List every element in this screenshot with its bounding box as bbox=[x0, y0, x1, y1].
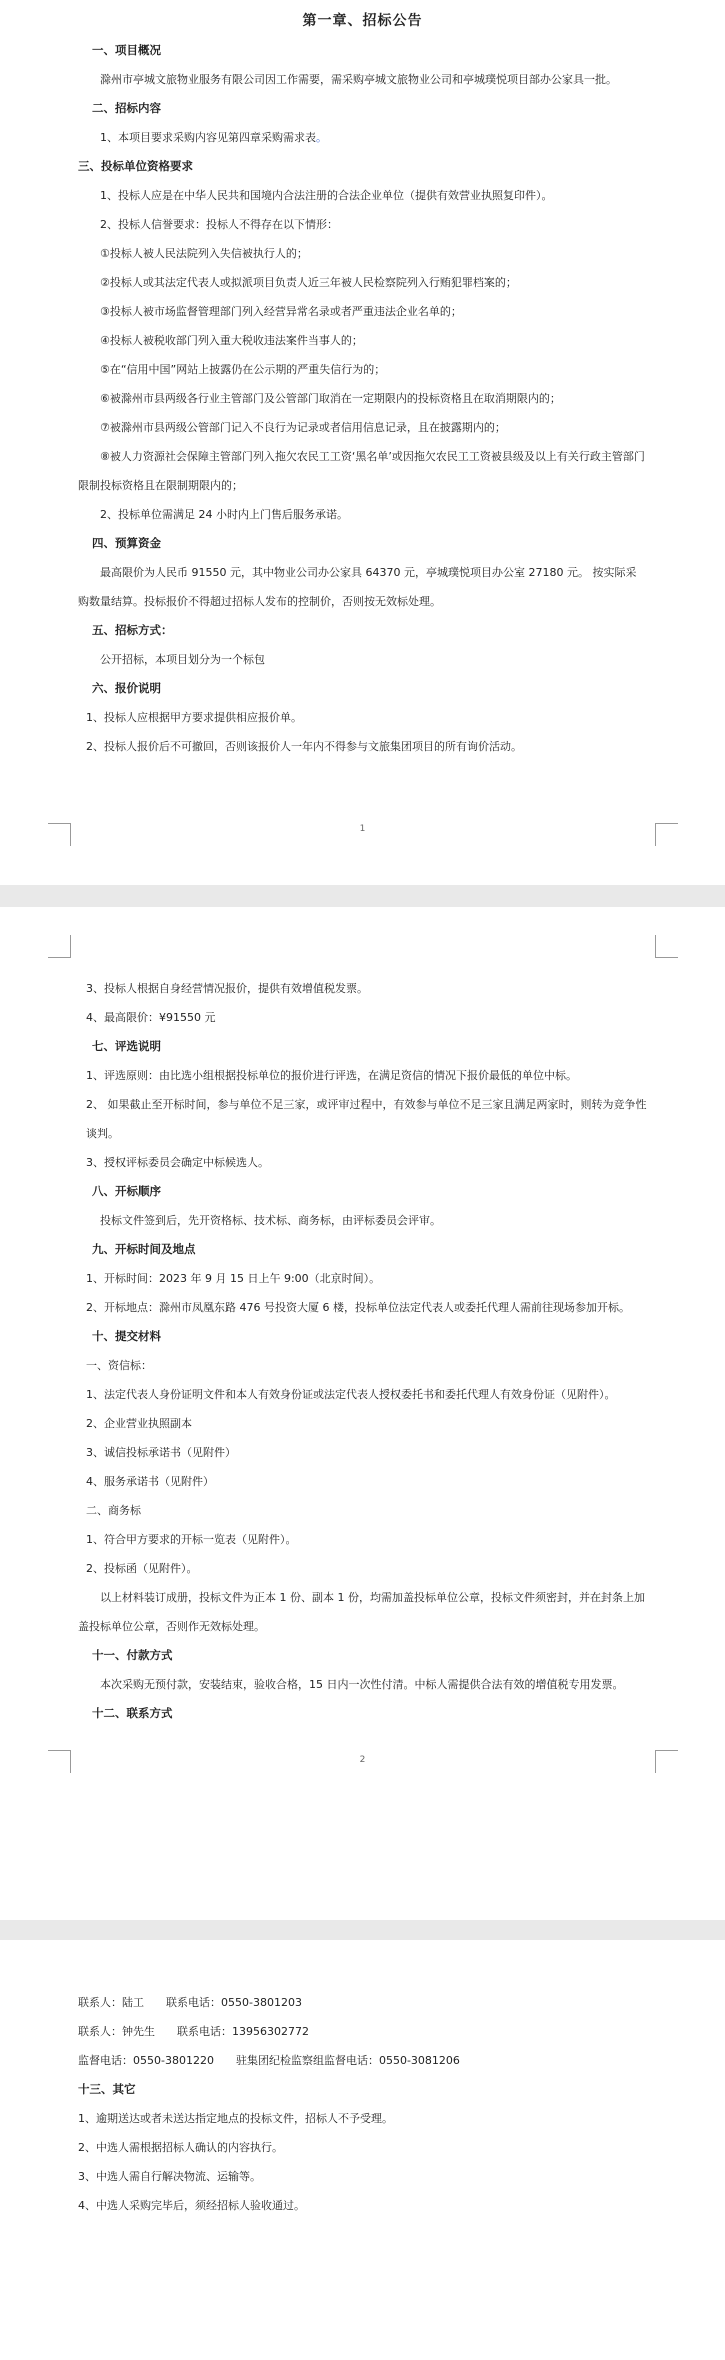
section-3-case-8: ⑧被人力资源社会保障主管部门列入拖欠农民工工资‘黑名单’或因拖欠农民工工资被县级及以上有关行政主管部门限制投标资格且在限制期限内的； bbox=[78, 450, 645, 492]
section-9-item-1: 1、开标时间：2023 年 9 月 15 日上午 9:00（北京时间）。 bbox=[86, 1272, 381, 1285]
page-3-content bbox=[78, 1988, 647, 2220]
section-1-body: 滁州市亭城文旅物业服务有限公司因工作需要，需采购亭城文旅物业公司和亭城璞悦项目部办公家具一批。 bbox=[100, 73, 617, 86]
section-2-item-1 bbox=[78, 123, 647, 152]
section-13-heading: 十三、其它 bbox=[78, 2082, 136, 2096]
section-10-item-3: 3、诚信投标承诺书（见附件） bbox=[86, 1446, 236, 1459]
document-page-2 bbox=[0, 907, 725, 1920]
contact-2-phone: 联系电话：13956302772 bbox=[177, 2025, 309, 2038]
section-3-req-1: 1、投标人应是在中华人民共和国境内合法注册的合法企业单位（提供有效营业执照复印件）。 bbox=[100, 189, 553, 202]
discipline-phone: 驻集团纪检监察组监督电话：0550-3081206 bbox=[235, 2054, 460, 2067]
section-2-heading: 二、招标内容 bbox=[92, 101, 161, 115]
section-3-case-1: ①投标人被人民法院列入失信被执行人的； bbox=[100, 247, 308, 260]
section-2-item-1-text: 1、本项目要求采购内容见第四章采购需求表 bbox=[100, 131, 316, 144]
section-4-body: 最高限价为人民币 91550 元，其中物业公司办公家具 64370 元，亭城璞悦项目办公室 27180 元。 按实际采购数量结算。投标报价不得超过招标人发布的控制价，否则按无效标处理。 bbox=[78, 566, 637, 608]
supervision-phone: 监督电话：0550-3801220 bbox=[78, 2054, 214, 2067]
margin-mark-bottom-right-2 bbox=[655, 1750, 678, 1773]
section-4-heading: 四、预算资金 bbox=[92, 536, 161, 550]
section-13-item-2: 2、中选人需根据招标人确认的内容执行。 bbox=[78, 2141, 283, 2154]
section-3-case-6: ⑥被滁州市县两级各行业主管部门及公管部门取消在一定期限内的投标资格且在取消期限内的； bbox=[100, 392, 561, 405]
section-10-heading: 十、提交材料 bbox=[92, 1329, 161, 1343]
section-6-item-4: 4、最高限价：¥91550 元 bbox=[86, 1011, 216, 1024]
margin-mark-bottom-right bbox=[655, 823, 678, 846]
section-10-item-6: 2、投标函（见附件）。 bbox=[86, 1562, 198, 1575]
section-7-item-1: 1、评选原则：由比选小组根据投标单位的报价进行评选，在满足资信的情况下报价最低的单位中标。 bbox=[86, 1069, 577, 1082]
section-3-heading: 三、投标单位资格要求 bbox=[78, 159, 193, 173]
contact-1-name: 联系人：陆工 bbox=[78, 1996, 144, 2009]
section-10-item-5: 1、符合甲方要求的开标一览表（见附件）。 bbox=[86, 1533, 297, 1546]
section-8-heading: 八、开标顺序 bbox=[92, 1184, 161, 1198]
section-9-heading: 九、开标时间及地点 bbox=[92, 1242, 196, 1256]
section-11-body: 本次采购无预付款，安装结束，验收合格，15 日内一次性付清。中标人需提供合法有效的增值税专用发票。 bbox=[100, 1678, 624, 1691]
section-7-item-3: 3、授权评标委员会确定中标候选人。 bbox=[86, 1156, 269, 1169]
section-10-note: 以上材料装订成册，投标文件为正本 1 份、副本 1 份，均需加盖投标单位公章，投标文件须密封，并在封条上加盖投标单位公章，否则作无效标处理。 bbox=[78, 1591, 645, 1633]
section-6-item-1: 1、投标人应根据甲方要求提供相应报价单。 bbox=[86, 711, 302, 724]
section-3-case-4: ④投标人被税收部门列入重大税收违法案件当事人的； bbox=[100, 334, 363, 347]
contact-row-3 bbox=[78, 2046, 647, 2075]
page-2-content bbox=[78, 974, 647, 1728]
section-9-item-2: 2、开标地点：滁州市凤凰东路 476 号投资大厦 6 楼，投标单位法定代表人或委托代理人需前往现场参加开标。 bbox=[86, 1301, 630, 1314]
margin-mark-top-right bbox=[655, 935, 678, 958]
section-11-heading: 十一、付款方式 bbox=[92, 1648, 173, 1662]
document-page-3 bbox=[0, 1940, 725, 2360]
margin-mark-top-left bbox=[48, 935, 71, 958]
section-6-item-2: 2、投标人报价后不可撤回，否则该报价人一年内不得参与文旅集团项目的所有询价活动。 bbox=[86, 740, 522, 753]
section-12-heading: 十二、联系方式 bbox=[92, 1706, 173, 1720]
section-3-case-7: ⑦被滁州市县两级公管部门记入不良行为记录或者信用信息记录，且在披露期内的； bbox=[100, 421, 506, 434]
section-2-item-1-mark: 。 bbox=[316, 131, 327, 144]
section-3-req-2: 2、投标人信誉要求：投标人不得存在以下情形： bbox=[100, 218, 338, 231]
section-10-sub-1: 一、资信标： bbox=[86, 1359, 152, 1372]
margin-mark-bottom-left-2 bbox=[48, 1750, 71, 1773]
section-3-case-2: ②投标人或其法定代表人或拟派项目负责人近三年被人民检察院列入行贿犯罪档案的； bbox=[100, 276, 517, 289]
section-6-item-3: 3、投标人根据自身经营情况报价，提供有效增值税发票。 bbox=[86, 982, 368, 995]
section-10-item-4: 4、服务承诺书（见附件） bbox=[86, 1475, 214, 1488]
section-7-item-2: 2、 如果截止至开标时间，参与单位不足三家，或评审过程中，有效参与单位不足三家且满足两家时，则转为竞争性谈判。 bbox=[86, 1098, 647, 1140]
section-13-item-4: 4、中选人采购完毕后，须经招标人验收通过。 bbox=[78, 2199, 305, 2212]
document-page-1 bbox=[0, 0, 725, 885]
section-5-body: 公开招标，本项目划分为一个标包 bbox=[100, 653, 265, 666]
contact-row-1 bbox=[78, 1988, 647, 2017]
page-1-content bbox=[78, 6, 647, 761]
contact-2-name: 联系人：钟先生 bbox=[78, 2025, 155, 2038]
section-10-sub-2: 二、商务标 bbox=[86, 1504, 141, 1517]
contact-row-2 bbox=[78, 2017, 647, 2046]
chapter-title: 第一章、招标公告 bbox=[302, 13, 423, 29]
section-3-case-3: ③投标人被市场监督管理部门列入经营异常名录或者严重违法企业名单的； bbox=[100, 305, 462, 318]
contact-1-phone: 联系电话：0550-3801203 bbox=[166, 1996, 302, 2009]
section-10-item-1: 1、法定代表人身份证明文件和本人有效身份证或法定代表人授权委托书和委托代理人有效身份证（见附件）。 bbox=[86, 1388, 616, 1401]
page-number-1: 1 bbox=[359, 824, 366, 834]
section-1-heading: 一、项目概况 bbox=[92, 43, 161, 57]
section-13-item-3: 3、中选人需自行解决物流、运输等。 bbox=[78, 2170, 261, 2183]
page-number-2: 2 bbox=[359, 1755, 366, 1765]
section-6-heading: 六、报价说明 bbox=[92, 681, 161, 695]
section-10-item-2: 2、企业营业执照副本 bbox=[86, 1417, 192, 1430]
section-5-heading: 五、招标方式： bbox=[92, 623, 173, 637]
section-3-req-3: 2、投标单位需满足 24 小时内上门售后服务承诺。 bbox=[100, 508, 348, 521]
margin-mark-bottom-left bbox=[48, 823, 71, 846]
section-7-heading: 七、评选说明 bbox=[92, 1039, 161, 1053]
section-8-body: 投标文件签到后，先开资格标、技术标、商务标，由评标委员会评审。 bbox=[100, 1214, 441, 1227]
section-3-case-5: ⑤在“信用中国”网站上披露仍在公示期的严重失信行为的； bbox=[100, 363, 386, 376]
section-13-item-1: 1、逾期送达或者未送达指定地点的投标文件，招标人不予受理。 bbox=[78, 2112, 393, 2125]
